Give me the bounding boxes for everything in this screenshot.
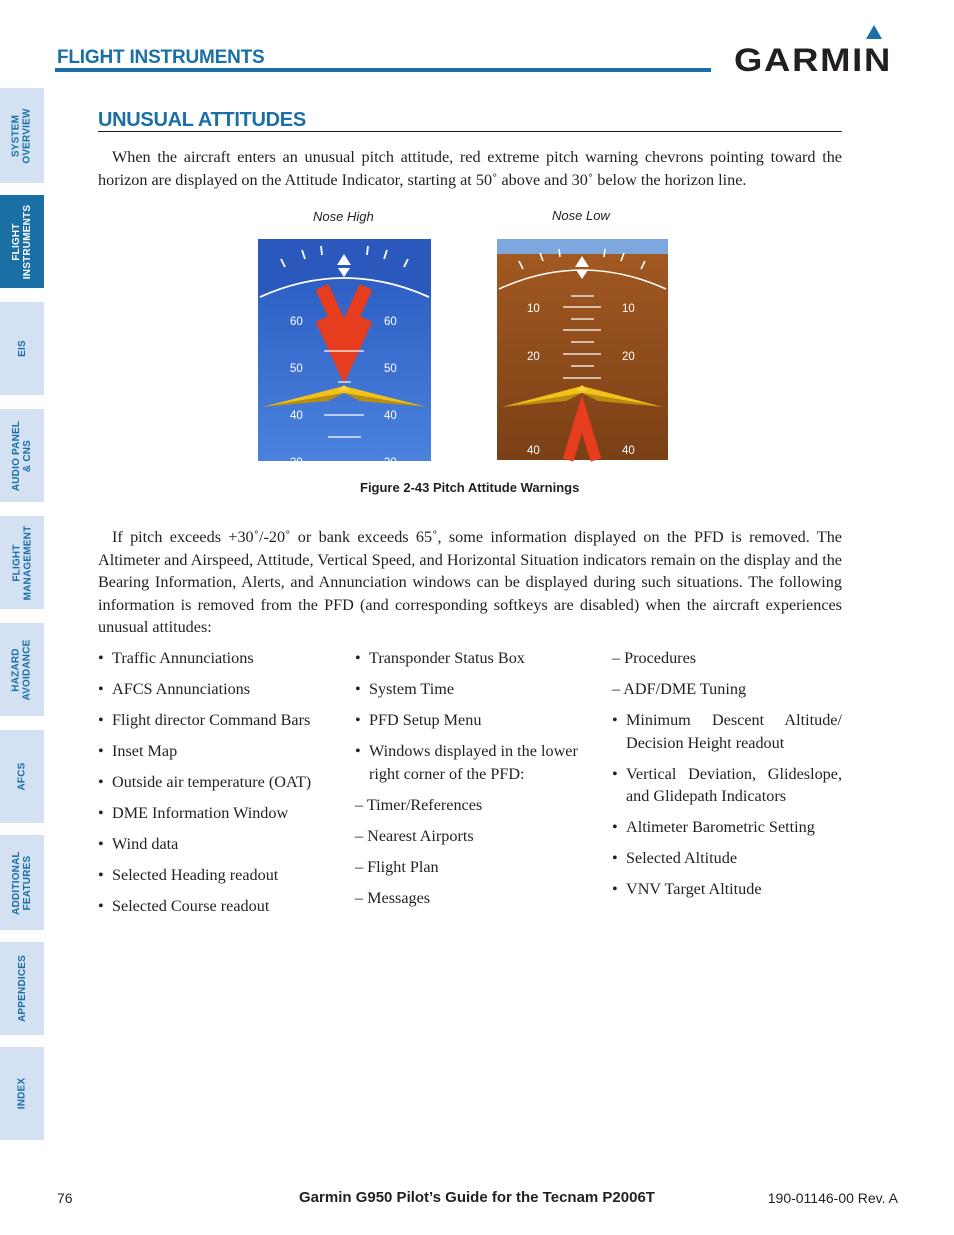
body-paragraph: If pitch exceeds +30˚/-20˚ or bank exceeds 65˚, some information displayed on the PFD is removed. The Altimeter and Airspeed, Attitude, Vertical Speed, and Horizontal Situation indicators remain on the display and the Bearing Information, Alerts, and Annunciation windows can be displayed during such situations. The following information is removed from the PFD (and corresponding softkeys are disabled) when the aircraft experiences unusual attitudes: [98,528,842,636]
side-tab-label [17,762,28,790]
footer-title: Garmin G950 Pilot’s Guide for the Tecnam P2006T [299,1189,655,1206]
svg-text:GARMIN: GARMIN [734,42,892,78]
list-item: • System Time [355,678,595,701]
side-tab-label [17,955,28,1022]
list-item: • Vertical Deviation, Glideslope, and Glidepath Indicators [612,763,842,808]
pitch-label: 30 [384,457,397,469]
side-tab-label [17,340,28,357]
list-item: • Windows displayed in the lower right corner of the PFD: [355,740,595,785]
side-tab-audio-panel[interactable] [0,409,44,502]
pitch-label: 40 [384,410,397,422]
list-item: • DME Information Window [98,802,338,825]
side-tab-label-line: FLIGHT [11,222,23,261]
nose-high-attitude-indicator [258,239,431,469]
pitch-label: 60 [290,316,303,328]
pitch-label: 20 [527,351,540,363]
side-tab-label [11,420,33,490]
pitch-label: 20 [622,351,635,363]
list-item: • Selected Altitude [612,847,842,870]
removed-items-list-col2 [355,647,595,918]
list-item: • AFCS Annunciations [98,678,338,701]
side-tab-hazard[interactable] [0,623,44,716]
side-tab-label-line: INDEX [16,1077,28,1110]
side-tab-flight[interactable] [0,195,44,288]
side-tab-index[interactable] [0,1047,44,1140]
list-item: • Inset Map [98,740,338,763]
side-tab-appendices[interactable] [0,942,44,1035]
figure-caption: Figure 2-43 Pitch Attitude Warnings [360,480,580,495]
removed-items-list-col1 [98,647,338,926]
list-item: • Transponder Status Box [355,647,595,670]
pitch-label: 10 [527,303,540,315]
list-item: – Procedures [612,649,697,667]
pitch-label: 40 [527,445,540,457]
side-tab-label-line: APPENDICES [16,954,28,1023]
side-tab-label-line: ADDITIONAL [11,850,23,915]
list-item: • PFD Setup Menu [355,709,595,732]
side-tab-system[interactable] [0,88,44,183]
list-item: – ADF/DME Tuning [612,680,747,698]
pitch-label: 30 [290,457,303,469]
section-title: FLIGHT INSTRUMENTS [57,47,265,68]
pitch-label: 10 [622,303,635,315]
nose-low-attitude-indicator [497,239,668,460]
list-item: – Timer/References [355,795,483,814]
list-item: • Selected Course readout [98,895,338,918]
side-tab-label [11,639,33,700]
list-item: – Flight Plan [355,857,439,876]
side-tab-label [11,851,33,915]
side-tab-label [11,108,33,163]
nose-high-label: Nose High [313,209,374,224]
list-item: • Outside air temperature (OAT) [98,771,338,794]
document-number: 190-01146-00 Rev. A [767,1190,898,1206]
side-tab-label-line: INSTRUMENTS [22,204,34,279]
side-tab-label-line: HAZARD [11,647,23,692]
side-tab-label-line: FEATURES [22,855,34,910]
list-item: • Wind data [98,833,338,856]
side-tab-label-line: EIS [16,340,28,357]
removed-items-list-col3 [612,647,842,909]
header-rule [55,68,711,72]
pitch-label: 50 [384,363,397,375]
side-tab-flight[interactable] [0,516,44,609]
page-number: 76 [57,1190,73,1206]
list-item: • Traffic Annunciations [98,647,338,670]
list-item: – Nearest Airports [355,826,474,845]
pitch-label: 60 [384,316,397,328]
side-tab-label-line: AVOIDANCE [22,638,34,701]
side-tab-label [11,204,33,278]
list-item: • Altimeter Barometric Setting [612,816,842,839]
side-tab-label-line: OVERVIEW [22,107,34,164]
side-tab-label [11,525,33,600]
side-tab-label-line: & CNS [22,439,34,472]
list-item: – Messages [355,888,431,907]
list-item: • VNV Target Altitude [612,878,842,901]
page-heading: UNUSUAL ATTITUDES [98,109,306,131]
side-tab-label-line: MANAGEMENT [22,525,33,600]
pitch-label: 40 [622,445,635,457]
pitch-label: 40 [290,410,303,422]
side-tab-label-line: SYSTEM [11,114,23,157]
side-tab-label-line: AFCS [16,762,28,791]
side-tab-label-line: FLIGHT [11,543,22,582]
list-item: • Selected Heading readout [98,864,338,887]
side-tab-afcs[interactable] [0,730,44,823]
side-tab-additional[interactable] [0,835,44,930]
side-tab-eis[interactable] [0,302,44,395]
heading-rule [98,131,842,132]
list-item: • Flight director Command Bars [98,709,338,732]
intro-paragraph: When the aircraft enters an unusual pitch attitude, red extreme pitch warning chevrons pointing toward the horizon are displayed on the Attitude Indicator, starting at 50˚ above and 30˚ below the horizon line. [98,148,842,189]
garmin-logo [732,22,900,78]
nose-low-label: Nose Low [552,208,610,223]
list-item: • Minimum Descent Altitude/ Decision Height readout [612,709,842,754]
side-tab-label [17,1078,28,1110]
side-tab-label-line: AUDIO PANEL [11,420,23,491]
pitch-label: 50 [290,363,303,375]
